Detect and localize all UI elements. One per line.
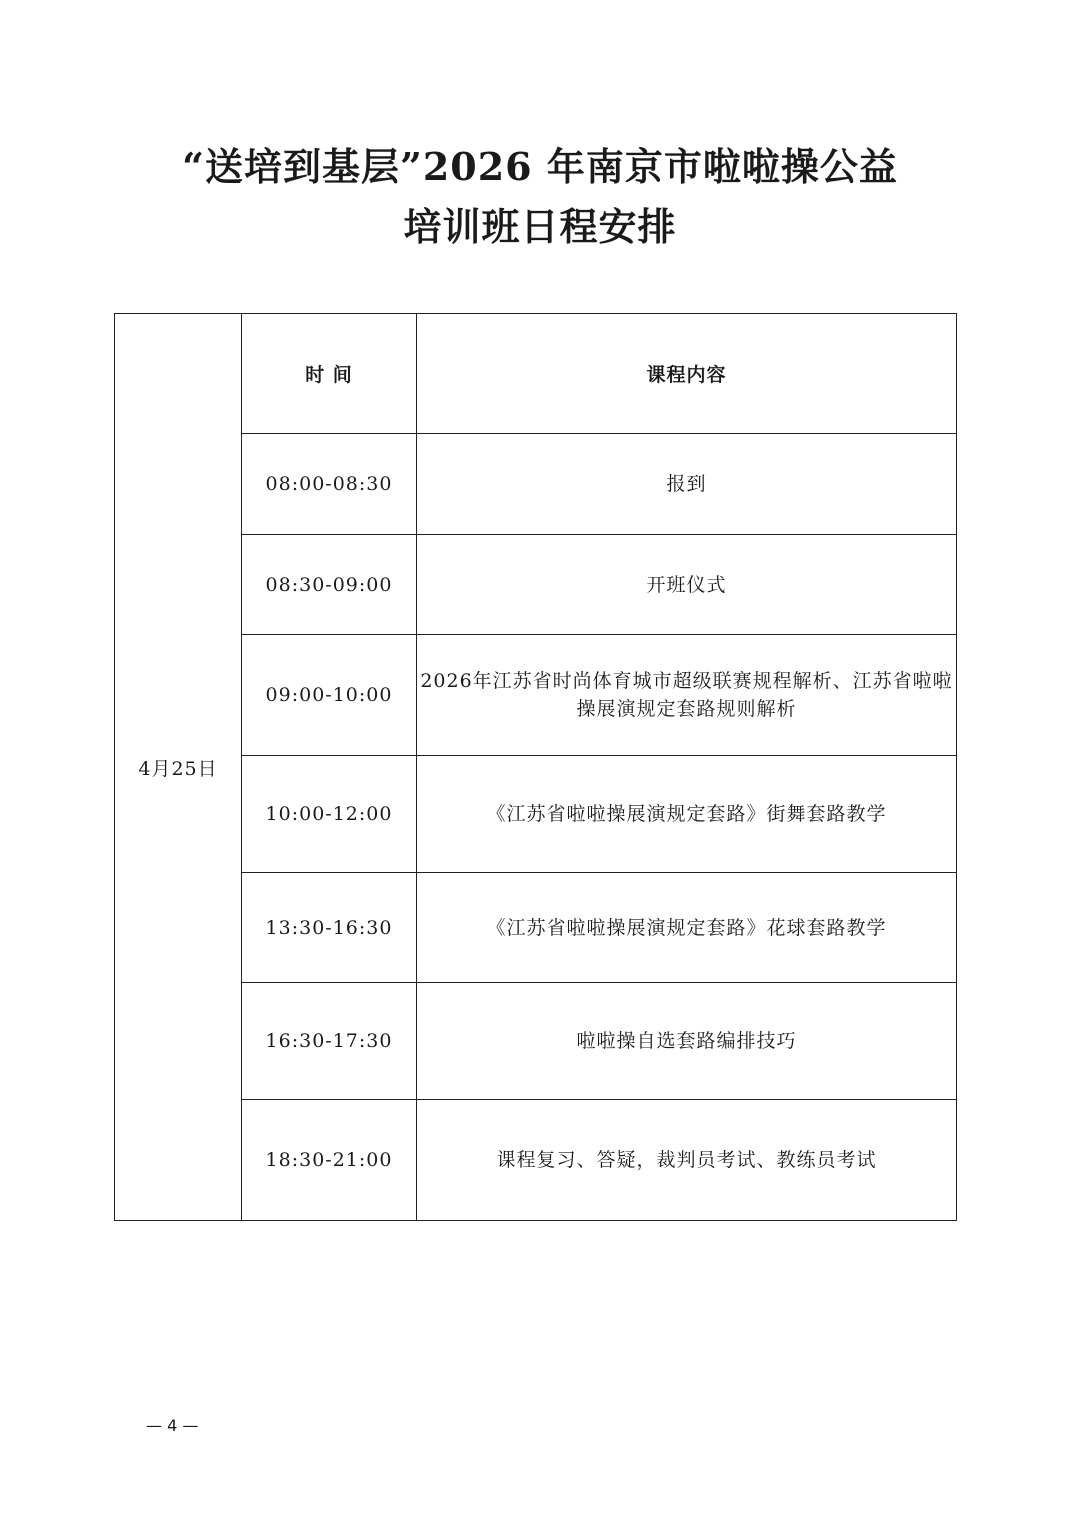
content-cell: 开班仪式 — [417, 535, 957, 635]
content-cell: 啦啦操自选套路编排技巧 — [417, 983, 957, 1100]
content-cell: 《江苏省啦啦操展演规定套路》花球套路教学 — [417, 873, 957, 983]
table-row — [115, 983, 957, 1100]
content-column-header: 课程内容 — [417, 314, 957, 434]
content-cell: 课程复习、答疑，裁判员考试、教练员考试 — [417, 1100, 957, 1221]
page-number: — 4 — — [146, 1416, 199, 1435]
time-cell: 13:30-16:30 — [242, 873, 417, 983]
time-cell: 10:00-12:00 — [242, 756, 417, 873]
time-column-header: 时 间 — [242, 314, 417, 434]
table-header-row — [115, 314, 957, 434]
time-cell: 18:30-21:00 — [242, 1100, 417, 1221]
table-row — [115, 1100, 957, 1221]
table-row — [115, 873, 957, 983]
table-row — [115, 756, 957, 873]
date-cell: 4月25日 — [115, 314, 242, 1221]
table-row — [115, 535, 957, 635]
schedule-table — [114, 313, 957, 1221]
document-title-line-2: 培训班日程安排 — [403, 204, 677, 249]
table-row — [115, 434, 957, 535]
content-cell: 报到 — [417, 434, 957, 535]
content-cell: 《江苏省啦啦操展演规定套路》街舞套路教学 — [417, 756, 957, 873]
document-title-line-1: “送培到基层”2026 年南京市啦啦操公益 — [182, 144, 898, 189]
time-cell: 08:30-09:00 — [242, 535, 417, 635]
table-row — [115, 635, 957, 756]
time-cell: 08:00-08:30 — [242, 434, 417, 535]
content-cell: 2026年江苏省时尚体育城市超级联赛规程解析、江苏省啦啦操展演规定套路规则解析 — [417, 635, 957, 756]
time-cell: 09:00-10:00 — [242, 635, 417, 756]
time-cell: 16:30-17:30 — [242, 983, 417, 1100]
